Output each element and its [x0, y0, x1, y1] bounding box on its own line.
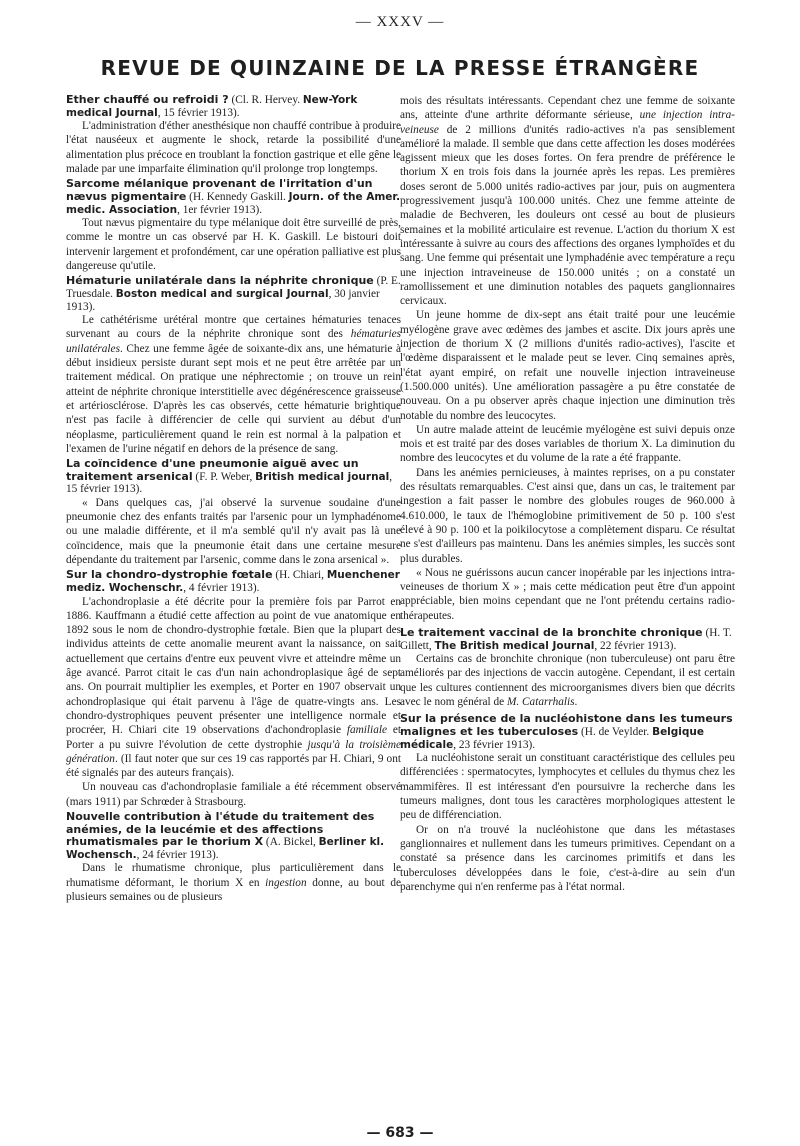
page-number: — 683 — [366, 1125, 434, 1141]
citation-journal: Boston medical and surgical Journal [115, 287, 329, 300]
text-run: mois des résultats intéressants. Cependant chez une femme de soixante ans, atteinte d'une arthrite déformante sérieuse, [400, 95, 735, 122]
heading-text: Hématurie unilatérale dans la néphrite chronique [66, 274, 374, 288]
citation-date: , 15 février 1913). [157, 106, 240, 119]
left-column [66, 94, 401, 1094]
citation-author: (F. P. Weber, [192, 470, 256, 483]
paragraph: La nucléohistone serait un constituant caractéristique des cellules peu différenciées : spermatocytes, lymphocytes et cellules du thymus chez les mammifères. Il est intéressant d'en poursuivre la recherche dans les tumeurs malignes, dont tous les caractères morphologiques attestent le peu de différenciation. [400, 752, 735, 822]
page-title: REVUE DE QUINZAINE DE LA PRESSE ÉTRANGÈRE [100, 56, 700, 80]
article-pneumonie [66, 458, 401, 567]
citation-date: , 23 février 1913). [453, 738, 536, 751]
citation-date: , 15 février 1913). [66, 470, 393, 496]
heading-text: Ether chauffé ou refroidi ? [66, 94, 229, 106]
paragraph: Un jeune homme de dix-sept ans était traité pour une leucémie myélogène grave avec œdèmes des jambes et ascite. Dix jours après une injection de thorium X (2 millions d'unités radio-actives), l'ascite et l'œdème disparaissent et le malade peut se lever. Cinq semaines après, l'état ayant empiré, on refait une nouvelle injection intraveineuse (1.500.000 unités). Une amélioration passagère a pu être constatée de nouveau. On a pu observer après chaque injection une diminution très notable du nombre des leucocytes. [400, 309, 735, 422]
citation-author: (Cl. R. Hervey. [228, 94, 303, 106]
citation-author: (A. Bickel, [263, 836, 319, 849]
article-heading [400, 713, 735, 751]
paragraph: « Dans quelques cas, j'ai observé la survenue soudaine d'une pneumonie chez des enfants traités par l'arsenic pour un lymphadénome ou une maladie différente, et il m'a semblé qu'il n'y avait pas là une coïncidence, mais que la pneumonie était dans une certaine mesure dépendante du traitement par l'arsenic, comme dans le zona arsenical ». [66, 496, 401, 567]
citation-date: , 24 février 1913). [136, 848, 219, 861]
text-run: Le cathétérisme urétéral montre que certaines hématuries tenaces survenant au cours de la néphrite chronique sont des [66, 314, 401, 341]
article-ether [66, 94, 401, 176]
citation-date: , 4 février 1913). [183, 581, 260, 594]
citation-journal: The British medical Journal [434, 639, 595, 652]
paragraph: Un autre malade atteint de leucémie myélogène est suivi depuis onze mois et est traité par des doses variables de thorium X. La diminution du nombre des leucocytes et du volume de la rate a été frappante. [400, 423, 735, 465]
italic-run: M. Catarrhalis [506, 696, 575, 709]
running-head: — XXXV — [355, 14, 445, 30]
paragraph: Dans les anémies pernicieuses, à maintes reprises, on a pu constater des résultats remarquables. C'est ainsi que, dans un cas, le traitement par ingestion a fait passer le nombre des globules rouges de 960.000 à 4.610.000, le taux de l'hémoglobine primitivement de 50 p. 100 s'est élevé à 90 p. 100 et la poikilocytose a complètement disparu. Ce résultat ne s'est d'ailleurs pas maintenu. Dans les anémies simples, les succès sont plus durables. [400, 466, 735, 565]
text-run: et Porter a pu suivre l'évolution de cette dystrophie [66, 724, 401, 751]
paragraph [66, 313, 401, 456]
paragraph: Un nouveau cas d'achondroplasie familiale a été récemment observé (mars 1911) par Schrœder à Strasbourg. [66, 781, 401, 808]
text-run: donne, au bout de plusieurs semaines ou de plusieurs [66, 876, 401, 903]
citation-date: , 1er février 1913). [177, 203, 263, 216]
citation-journal: Berliner kl. Wochensch. [66, 836, 385, 861]
text-run: . Chez une femme âgée de soixante-dix ans, une hématurie à début insidieux persiste durant sept mois et ne peut être arrêtée par un traitement médical. On pratique une néphrectomie ; on trouve un rein atteint de néphrite chronique interstitielle avec dégénérescence graisseuse et artériosclérose. D'après les cas observés, cette hématurie brightique n'est pas facile à différencier de celle qui survient au début d'un néoplasme, particulièrement quand le rein est normal à la palpation et l'examen de l'urine négatif en dehors de la présence de sang. [66, 342, 401, 455]
article-bronchite [400, 627, 735, 709]
article-nucleohistone [400, 713, 735, 894]
text-run: de 2 millions d'unités radio-actives n'a pas sensiblement amélioré la malade. Il semble que dans cette affection les doses modérées agissent mieux que les doses fortes. On fera prendre de préférence le thorium X en trois fois dans la journée après les repas. Les premières doses seront de 5.000 unités radio-actives par jour, puis on augmentera progressivement jusqu'à 100.000 unités. Chez une femme atteinte de maladie de Bechveren, les douleurs ont cessé au bout de plusieurs semaines et la mobilité articulaire est revenue. L'action du thorium X est intéressante à suivre au cours des affections des organes lymphoïdes et du sang. Une femme qui présentait une lymphadénie avec température a reçu une injection intraveineuse de 150.000 unités ; on a constaté un ramollissement et une diminution notables des paquets ganglionnaires cervicaux. [400, 123, 735, 308]
article-hematurie [66, 275, 401, 456]
citation-author: (H. T. Gillett, [400, 626, 732, 652]
paragraph: Or on n'a trouvé la nucléohistone que dans les métastases ganglionnaires et nullement dans les tumeurs primitives. Cependant on a constaté sa présence dans les carcinomes primitifs et dans les tuberculoses développées dans le foie, c'est-à-dire au sein d'un parenchyme qui n'en renferme pas à l'état normal. [400, 823, 735, 893]
paragraph: Tout nævus pigmentaire du type mélanique doit être surveillé de près, comme le montre un cas observé par H. K. Gaskill. Le bistouri doit intervenir largement et profondément, car une opération palliative est plus dangereuse qu'utile. [66, 217, 401, 273]
article-heading [66, 811, 401, 861]
article-heading [400, 627, 735, 652]
italic-run: hématuries unilatérales [66, 328, 401, 355]
citation-journal: Journ. of the Amer. medic. Association [66, 190, 401, 216]
citation-author: (H. Kennedy Gaskill. [186, 190, 289, 203]
paragraph: « Nous ne guérissons aucun cancer inopérable par les injections intra-veineuses de thorium X » ; mais cette médication peut être d'un appoint appréciable, bien moins cependant que ne l'ont prétendu certains radio-thérapeutes. [400, 566, 735, 622]
article-heading [66, 275, 401, 313]
article-thorium [66, 811, 401, 904]
article-chondrodystrophie [66, 569, 401, 809]
italic-run: ingestion [265, 876, 307, 889]
article-heading [66, 178, 401, 216]
heading-text: Le traitement vaccinal de la bronchite chronique [400, 625, 703, 639]
article-heading [66, 569, 401, 594]
paragraph [400, 94, 735, 308]
citation-date: , 22 février 1913). [594, 639, 677, 652]
paragraph [66, 595, 401, 781]
italic-run: jusqu'à la troisième génération [66, 738, 401, 765]
citation-author: (H. Chiari, [272, 569, 327, 582]
paragraph [66, 861, 401, 904]
text-run: Certains cas de bronchite chronique (non tuberculeuse) ont paru être améliorés par des injections de vaccin autogène. Cependant, il est certain que les cultures contiennent des microorganismes divers bien que décrits avec le nom général de [400, 653, 735, 709]
article-heading [66, 94, 401, 119]
article-sarcome [66, 178, 401, 273]
italic-run: une injection intra-veineuse [400, 109, 735, 136]
text-run: . (Il faut noter que sur ces 19 cas rapportés par H. Chiari, 9 ont été signalés par des auteurs français). [66, 752, 401, 780]
heading-text: Sur la présence de la nucléohistone dans les tumeurs malignes et les tuberculoses [400, 712, 733, 738]
heading-text: Nouvelle contribution à l'étude du traitement des anémies, de la leucémie et des affections rhumatismales par le thorium X [66, 810, 375, 849]
text-run: L'achondroplasie a été décrite pour la première fois par Parrot en 1886. Kauffmann a étudié cette affection au point de vue anatomique en 1892 sous le nom de chondro-dystrophie fœtale. Bien que la plupart des individus atteints de cette anomalie meurent avant la naissance, on sait actuellement que certains d'entre eux peuvent vivre et atteindre même un âge avancé. Parrot citait le cas d'un nain achondroplasique âgé de sept ans. On pourrait multiplier les exemples, et Porter en 1907 observait un achondroplasique qui était parvenu à l'âge de quatre-vingts ans. Les chondro-dystrophiques peuvent présenter une intelligence normale et procréer, H. Chiari cite 19 observations d'achondroplasie [66, 595, 401, 737]
text-run: Dans le rhumatisme chronique, plus particulièrement dans le rhumatisme déformant, le thorium X en [66, 862, 401, 889]
heading-text: La coïncidence d'une pneumonie aiguë avec un traitement arsenical [66, 457, 359, 483]
paragraph [400, 652, 735, 709]
heading-text: Sur la chondro-dystrophie fœtale [66, 568, 273, 582]
citation-journal: New-York medical Journal [66, 94, 358, 119]
paragraph: L'administration d'éther anesthésique non chauffé contribue à produire l'état nauséeux et augmente le shock, retarde la possibilité d'une alimentation plus précoce en troublant la fonction gastrique et elle gêne le malade par une imparfaite élimination qu'il prolonge trop longtemps. [66, 120, 401, 176]
article-heading [66, 458, 401, 496]
text-run: . [574, 696, 578, 709]
italic-run: familiale [346, 724, 387, 737]
citation-journal: British medical journal [255, 470, 390, 483]
right-column [400, 94, 735, 1094]
heading-text: Sarcome mélanique provenant de l'irritation d'un nævus pigmentaire [66, 177, 373, 203]
citation-date: , 30 janvier 1913). [66, 287, 380, 313]
citation-journal: Muenchener mediz. Wochenschr. [66, 569, 400, 594]
citation-author: (P. E. Truesdale. [66, 275, 401, 300]
citation-author: (H. de Veylder. [578, 725, 653, 738]
citation-journal: Belgique médicale [400, 725, 705, 751]
